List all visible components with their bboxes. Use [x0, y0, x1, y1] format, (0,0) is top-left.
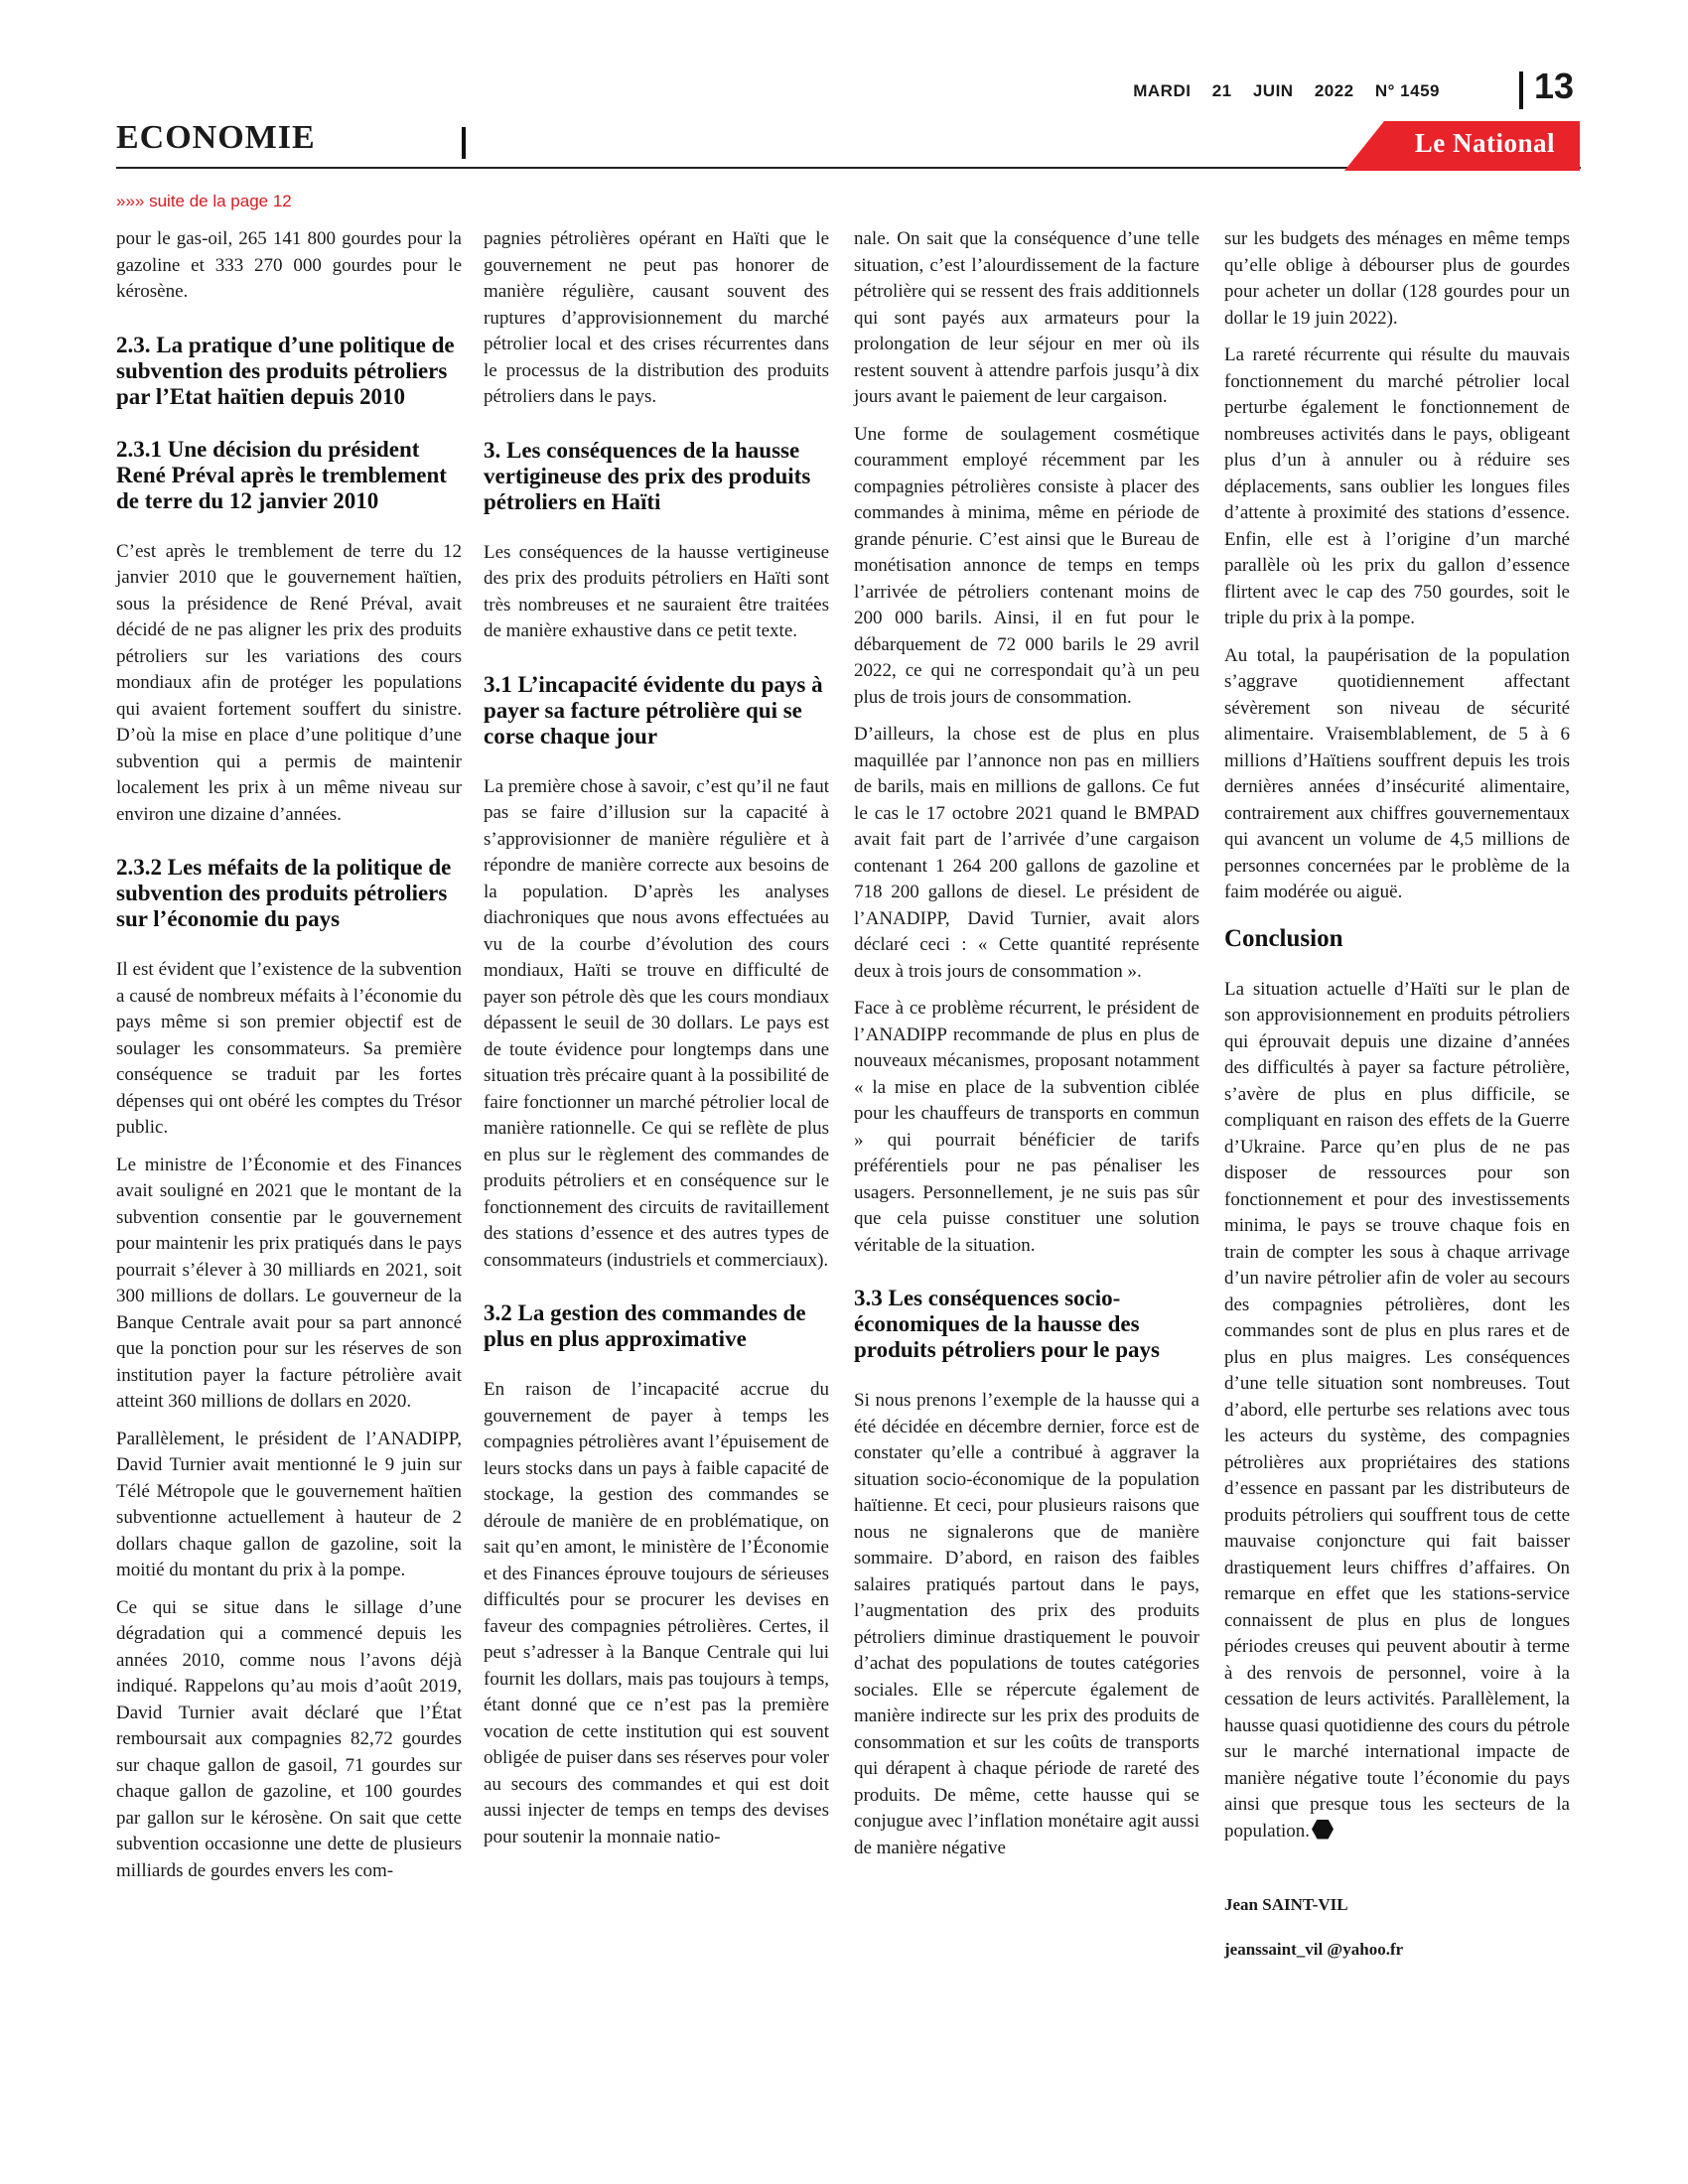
- article-column-3: [854, 226, 1199, 1872]
- section-heading: 3.2 La gestion des commandes de plus en plus approximative: [484, 1300, 806, 1351]
- paragraph: Face à ce problème récurrent, le président de l’ANADIPP recommande de plus en plus de nouveaux mécanismes, proposant notamment « la mise en place de la subvention ciblée pour les chauffeurs de transports en commun » qui pourrait bénéficier de tarifs préférentiels pour ne pas pénaliser les usagers. Personnellement, je ne suis pas sûr que cela puisse constituer une solution véritable de la situation.: [854, 998, 1199, 1256]
- section-heading: 2.3.1 Une décision du président René Préval après le tremblement de terre du 12 janvier 2010: [116, 436, 447, 513]
- paragraph: Le ministre de l’Économie et des Finances avait souligné en 2021 que le montant de la subvention consentie par le gouvernement pour maintenir les prix pratiqués dans le pays pourrait s’élever à 30 milliards en 2021, soit 300 millions de dollars. Le gouverneur de la Banque Centrale avait pour sa part annoncé que la ponction pour sur les réserves de son institution payer la facture pétrolière avait atteint 360 millions de dollars en 2020.: [116, 1154, 462, 1412]
- paragraph: Parallèlement, le président de l’ANADIPP, David Turnier avait mentionné le 9 juin sur Télé Métropole que le gouvernement haïtien subventionne actuellement à hauteur de 2 dollars chaque gallon de gazoline, soit la moitié du montant du prix à la pompe.: [116, 1428, 462, 1580]
- conclusion-heading: Conclusion: [1224, 924, 1343, 952]
- author-email[interactable]: jeanssaint_vil @yahoo.fr: [1224, 1939, 1404, 1959]
- article-column-1: [116, 226, 462, 1895]
- issue-date: 21: [1211, 81, 1232, 100]
- section-title-bar: [462, 127, 466, 159]
- continued-from-link[interactable]: »»» suite de la page 12: [116, 192, 292, 210]
- page-number: 13: [1534, 66, 1575, 106]
- paragraph: C’est après le tremblement de terre du 12 janvier 2010 que le gouvernement haïtien, sous la présidence de René Préval, avait décidé de ne pas aligner les prix des produits pétroliers sur les variations des cours mondiaux afin de protéger les populations qui avaient fortement souffert du sinistre. D’où la mise en place d’une politique d’une subvention qui a permis de maintenir localement les prix à un même niveau sur environ une dizaine d’années.: [116, 540, 462, 825]
- paragraph: [1224, 977, 1570, 1845]
- section-heading: 3.3 Les conséquences socio-économiques de la hausse des produits pétroliers pour le pays: [854, 1286, 1160, 1362]
- issue-number: N° 1459: [1374, 81, 1440, 100]
- issue-year: 2022: [1314, 81, 1354, 100]
- paragraph: Il est évident que l’existence de la subvention a causé de nombreux méfaits à l’économie du pays même si son premier objectif est de soulager les consommateurs. Sa première conséquence se traduit par les fortes dépenses qui ont obéré les comptes du Trésor public.: [116, 959, 462, 1138]
- section-title: ECONOMIE: [116, 119, 316, 156]
- article-column-2: [484, 226, 829, 1861]
- conclusion-text: La situation actuelle d’Haïti sur le plan de son approvisionnement en produits pétroliers qui éprouvait depuis une dizaine d’années des difficultés à payer sa facture pétrolière, s’avère de plus en plus difficile, se compliquant en raison des effets de la Guerre d’Ukraine. Parce qu’en plus de ne pas disposer de ressources pour son fonctionnement et pour des investissements minima, le pays se trouve chaque fois en train de compter les sous à chaque arrivage d’un navire pétrolier afin de voler au secours des compagnies pétrolières, dont les commandes sont de plus en plus rares et de plus en plus maigres. Les conséquences d’une telle situation sont nombreuses. Tout d’abord, elle perturbe ses relations avec tous les acteurs du système, des compagnies pétrolières aux propriétaires des stations d’essence en passant par les distributeurs de produits pétroliers qui souffrent tous de cette mauvaise conjoncture qui fait baisser drastiquement leurs chiffres d’affaires. On remarque en effet que les stations-service connaissent de plus en plus de longues périodes creuses qui peuvent aboutir à terme à des renvois de personnel, voire à la cessation de leurs activités. Parallèlement, la hausse quasi quotidienne des cours du pétrole sur le marché international impacte de manière négative toute l’économie du pays ainsi que presque tous les secteurs de la population.: [1224, 978, 1570, 1842]
- issue-date-line: [1117, 81, 1440, 101]
- paragraph: D’ailleurs, la chose est de plus en plus maquillée par l’annonce non pas en milliers de barils, mais en millions de gallons. Ce fut le cas le 17 octobre 2021 quand le BMPAD avait fait part de l’arrivée d’une cargaison contenant 1 264 200 gallons de gazoline et 718 200 gallons de diesel. Le président de l’ANADIPP, David Turnier, avait alors déclaré ceci : « Cette quantité représente deux à trois jours de consommation ».: [854, 724, 1199, 982]
- paragraph: La rareté récurrente qui résulte du mauvais fonctionnement du marché pétrolier local perturbe également le fonctionnement de nombreuses activités dans le pays, obligeant plus d’un à annuler ou à réduire ses déplacements, sans oublier les longues files d’attente à proximité des stations d’essence. Enfin, elle est à l’origine d’un marché parallèle où les prix du gallon d’essence flirtent avec le cap des 750 gourdes, soit le triple du prix à la pompe.: [1224, 344, 1570, 628]
- end-of-article-icon: [1312, 1820, 1334, 1840]
- paragraph: Si nous prenons l’exemple de la hausse qui a été décidée en décembre dernier, force est de constater qu’elle a contribué à aggraver la situation socio-économique de la population haïtienne. Et ceci, pour plusieurs raisons que nous ne signalerons que de manière sommaire. D’abord, en raison des faibles salaires pratiqués partout dans le pays, l’augmentation des prix des produits pétroliers diminue drastiquement le pouvoir d’achat des populations de toutes catégories sociales. Elle se répercute également de manière indirecte sur les prix des produits de consommation et sur les coûts de transports qui dérapent à chaque période de rareté des produits. De même, cette hausse qui se conjugue avec l’inflation monétaire agit aussi de manière négative: [854, 1390, 1199, 1858]
- paragraph: pour le gas-oil, 265 141 800 gourdes pour la gazoline et 333 270 000 gourdes pour le kérosène.: [116, 228, 462, 302]
- section-heading: 2.3. La pratique d’une politique de subvention des produits pétroliers par l’Etat haïtien depuis 2010: [116, 332, 455, 409]
- paragraph: Les conséquences de la hausse vertigineuse des prix des produits pétroliers en Haïti sont très nombreuses et ne sauraient être traitées de manière exhaustive dans ce petit texte.: [484, 541, 829, 641]
- author-name: Jean SAINT-VIL: [1224, 1895, 1348, 1914]
- issue-month: JUIN: [1252, 81, 1294, 100]
- paragraph: Au total, la paupérisation de la population s’aggrave quotidiennement affectant sévèrement son niveau de sécurité alimentaire. Vraisemblablement, de 5 à 6 millions d’Haïtiens souffrent depuis les trois dernières années d’insécurité alimentaire, contrairement aux chiffres gouvernementaux qui avancent un volume de 4,5 millions de personnes concernées par le problème de la faim modérée ou aiguë.: [1224, 644, 1570, 902]
- paragraph: En raison de l’incapacité accrue du gouvernement de payer à temps les compagnies pétrolières avant l’épuisement de leurs stocks dans un pays à faible capacité de stockage, la gestion des commandes se déroule de manière de en problématique, on sait qu’en amont, le ministère de l’Économie et des Finances éprouve toujours de sérieuses difficultés pour se procurer les devises en faveur des compagnies pétrolières. Certes, il peut s’adresser à la Banque Centrale qui lui fournit les dollars, mais pas toujours à temps, étant donné que ce n’est pas la première vocation de cette institution qui est souvent obligée de puiser dans ses réserves pour voler au secours des commandes et qui est doit aussi injecter de temps en temps des devises pour soutenir la monnaie natio-: [484, 1379, 829, 1847]
- article-column-4: [1224, 226, 1570, 1974]
- page-number-divider: [1519, 71, 1523, 109]
- paragraph: Une forme de soulagement cosmétique couramment employé récemment par les compagnies pétrolières consiste à placer des commandes à minima, même en période de grande pénurie. C’est ainsi que le Bureau de monétisation annonce de temps en temps l’arrivée de pétroliers contenant moins de 200 000 barils. Ainsi, il en fut pour le débarquement de 72 000 barils le 29 avril 2022, ce qui ne correspondait qu’à un peu plus de trois jours de consommation.: [854, 423, 1199, 708]
- section-heading: 2.3.2 Les méfaits de la politique de subvention des produits pétroliers sur l’économie du pays: [116, 855, 452, 931]
- section-heading: 3. Les conséquences de la hausse vertigineuse des prix des produits pétroliers en Haïti: [484, 437, 811, 514]
- paragraph: sur les budgets des ménages en même temps qu’elle oblige à débourser plus de gourdes pour acheter un dollar (128 gourdes pour un dollar le 19 juin 2022).: [1224, 228, 1570, 329]
- section-heading: 3.1 L’incapacité évidente du pays à payer sa facture pétrolière qui se corse chaque jour: [484, 671, 823, 749]
- paragraph: nale. On sait que la conséquence d’une telle situation, c’est l’alourdissement de la facture pétrolière qui se ressent des frais additionnels qui sont payés aux armateurs pour la prolongation de leur séjour en mer où ils restent souvent à attendre parfois jusqu’à dix jours avant le paiement de leur cargaison.: [854, 228, 1199, 407]
- issue-day: MARDI: [1133, 81, 1192, 100]
- paragraph: pagnies pétrolières opérant en Haïti que le gouvernement ne peut pas honorer de manière régulière, causant souvent des ruptures d’approvisionnement du marché pétrolier local et des crises récurrentes dans le processus de la distribution des produits pétroliers dans le pays.: [484, 228, 829, 407]
- paragraph: Ce qui se situe dans le sillage d’une dégradation qui a commencé depuis les années 2010, comme nous l’avons déjà indiqué. Rappelons qu’au mois d’août 2019, David Turnier avait déclaré que l’État remboursait aux compagnies 82,72 gourdes sur chaque gallon de gasoil, 71 gourdes sur chaque gallon de gazoline, et 100 gourdes par gallon sur le kérosène. On sait que cette subvention occasionne une dette de plusieurs milliards de gourdes envers les com-: [116, 1596, 462, 1881]
- paragraph: La première chose à savoir, c’est qu’il ne faut pas se faire d’illusion sur la capacité à s’approvisionner de manière régulière et à répondre de manière correcte aux besoins de la population. D’après les analyses diachroniques que nous avons effectuées au vu de la courbe d’évolution des cours mondiaux, Haïti se trouve en difficulté de payer son pétrole dès que les cours mondiaux dépassent le seuil de 30 dollars. Le pays est de toute évidence pour longtemps dans une situation très précaire quant à la possibilité de faire fonctionner un marché pétrolier local de manière rationnelle. Ce qui se reflète de plus en plus sur le règlement des commandes de produits pétroliers et en conséquence sur le fonctionnement des circuits de ravitaillement des stations d’essence et des autres types de consommateurs (industriels et commerciaux).: [484, 775, 829, 1271]
- newspaper-brand: Le National: [1414, 128, 1555, 158]
